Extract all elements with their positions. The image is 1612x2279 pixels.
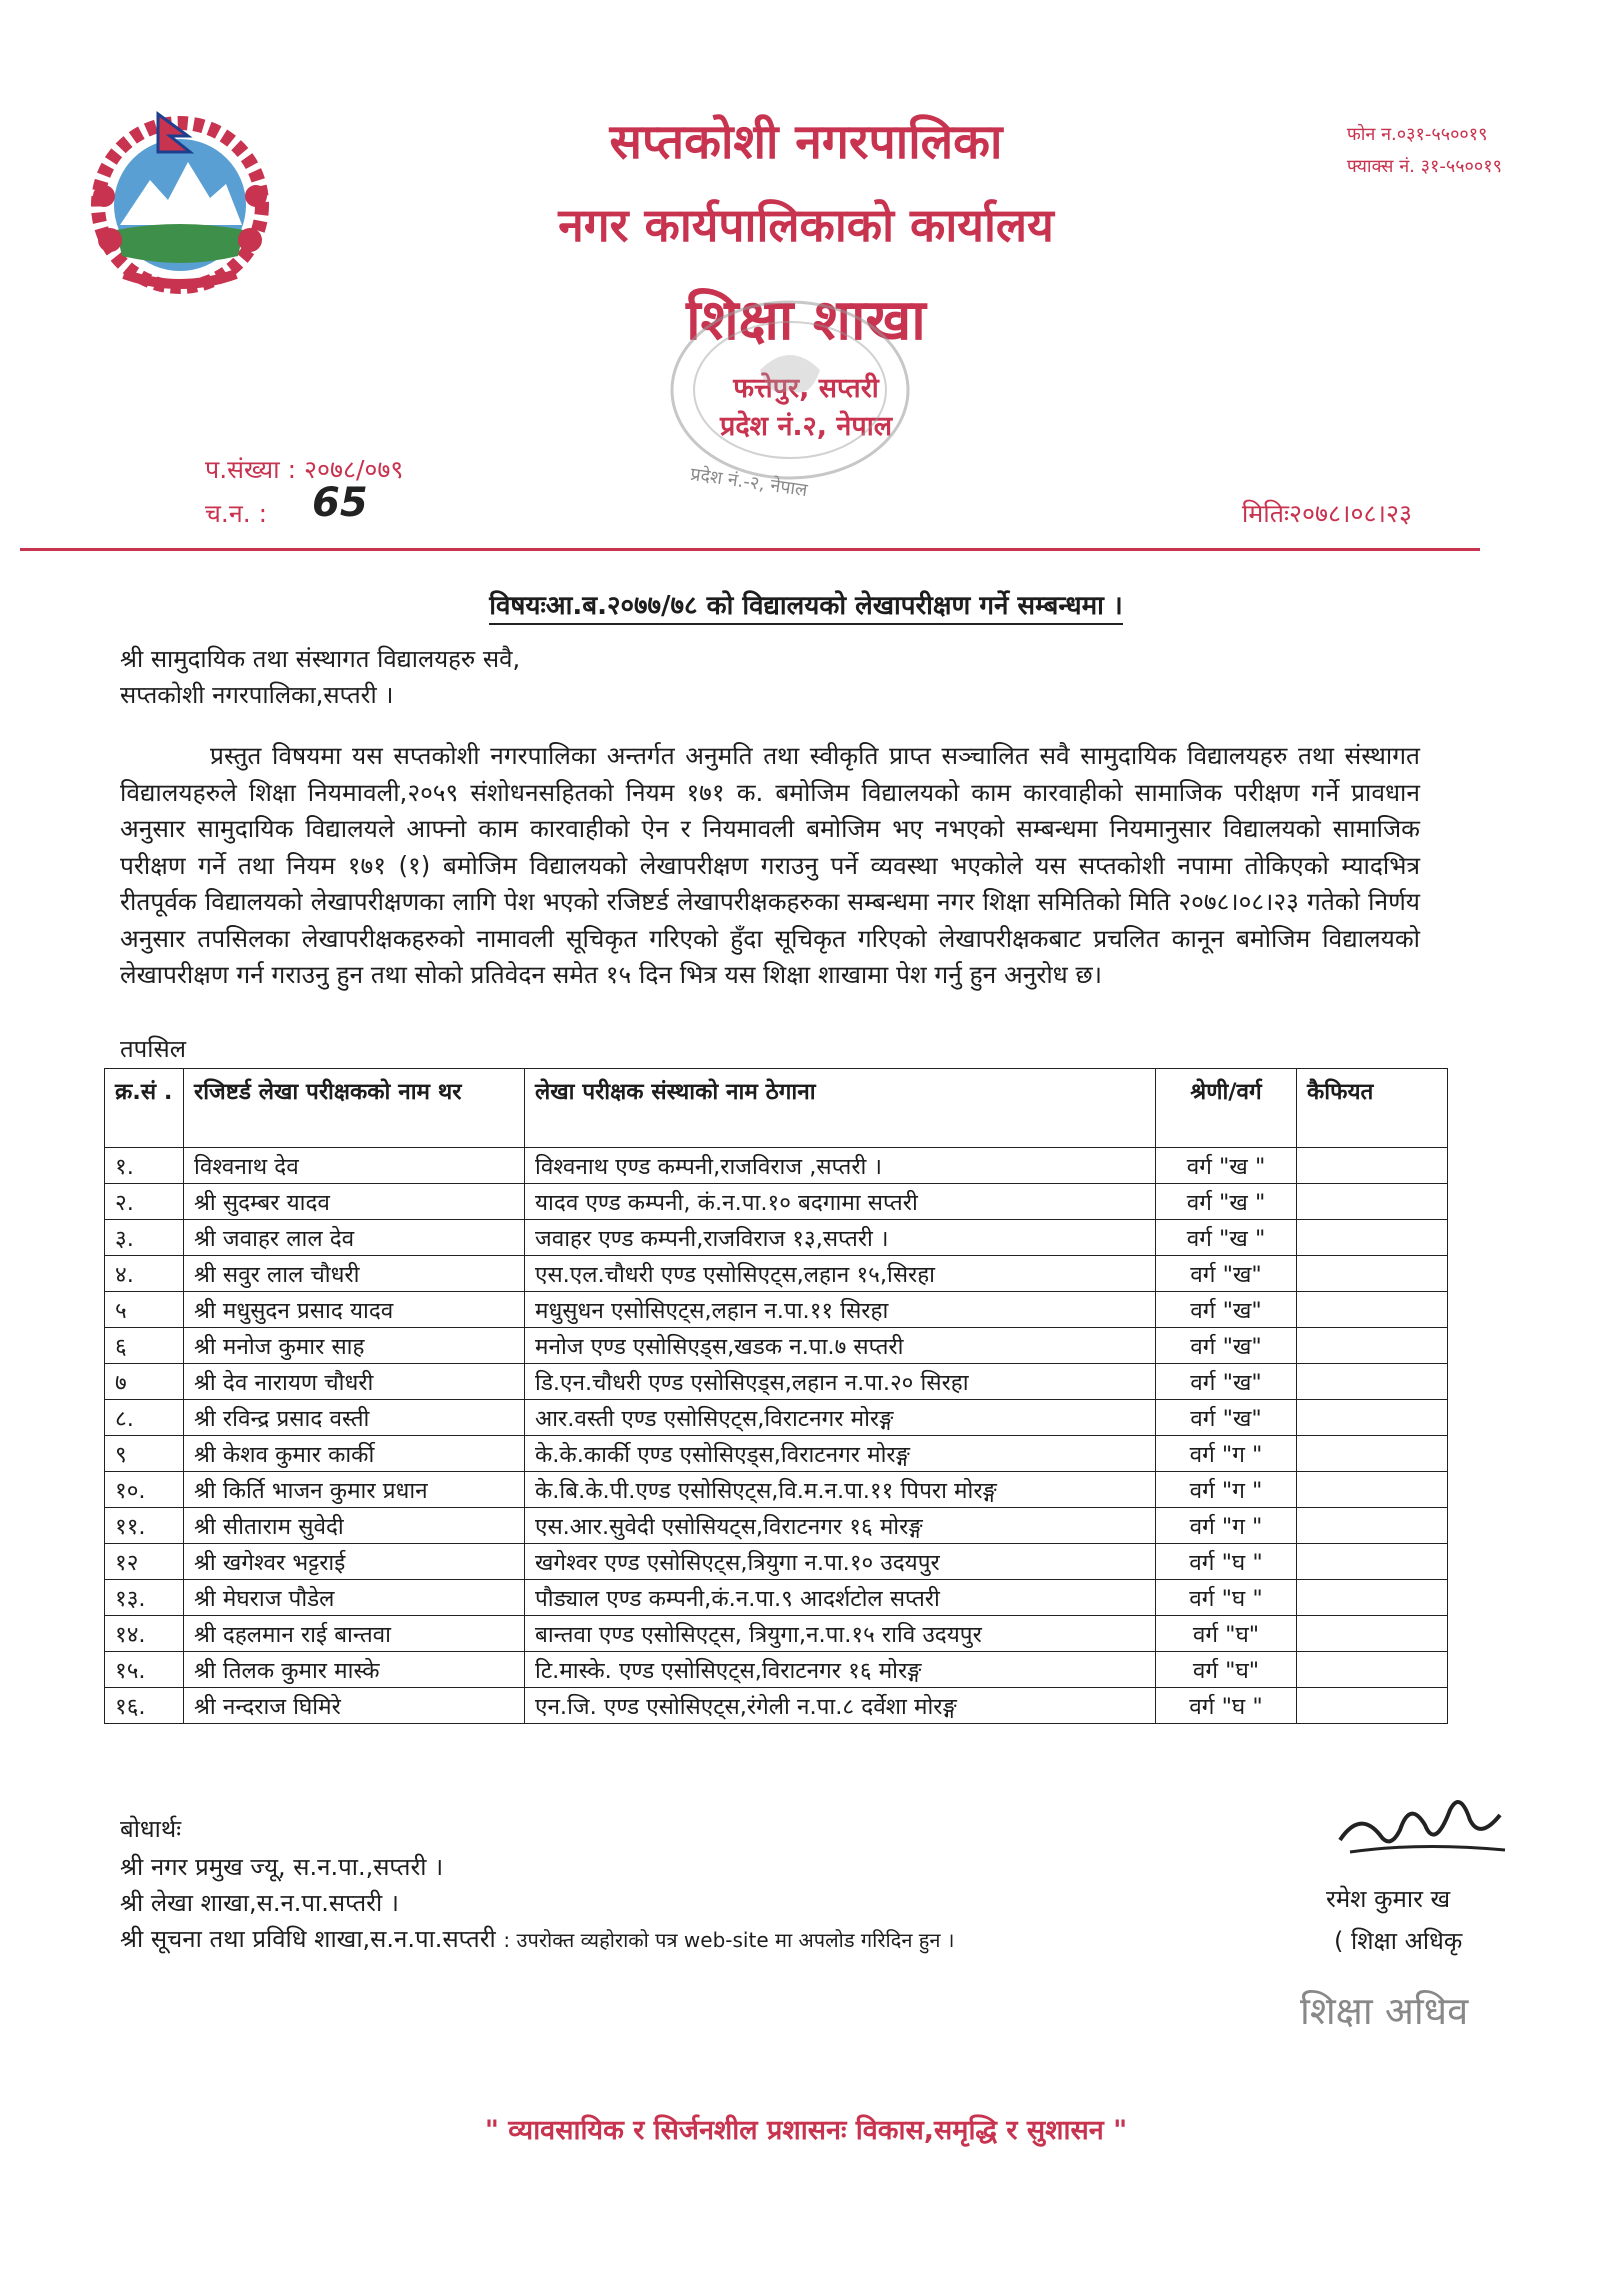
cell-remarks	[1297, 1472, 1448, 1508]
office-stamp-icon	[660, 290, 920, 490]
cell-serial: ८.	[105, 1400, 184, 1436]
contact-block	[1347, 122, 1502, 186]
cell-auditor-name: श्री रविन्द्र प्रसाद वस्ती	[184, 1400, 525, 1436]
table-row	[105, 1220, 1448, 1256]
table-row	[105, 1256, 1448, 1292]
cell-auditor-name: श्री मधुसुदन प्रसाद यादव	[184, 1292, 525, 1328]
cell-auditor-name: श्री खगेश्वर भट्टराई	[184, 1544, 525, 1580]
table-row	[105, 1616, 1448, 1652]
cell-remarks	[1297, 1652, 1448, 1688]
table-row	[105, 1148, 1448, 1184]
cell-serial: १०.	[105, 1472, 184, 1508]
letter-body	[120, 738, 1420, 994]
table-row	[105, 1544, 1448, 1580]
cell-serial: ३.	[105, 1220, 184, 1256]
addressee-line-2: सप्तकोशी नगरपालिका,सप्तरी ।	[120, 681, 394, 709]
cell-class: वर्ग "ग "	[1156, 1472, 1297, 1508]
cell-class: वर्ग "ख "	[1156, 1148, 1297, 1184]
signatory-seal: शिक्षा अधिव	[1300, 1989, 1469, 2033]
cell-auditor-name: श्री सुदम्बर यादव	[184, 1184, 525, 1220]
cell-serial: १४.	[105, 1616, 184, 1652]
cell-firm-address: मधुसुधन एसोसिएट्स,लहान न.पा.११ सिरहा	[525, 1292, 1156, 1328]
cc-heading: बोधार्थः	[120, 1815, 182, 1843]
cell-firm-address: के.के.कार्की एण्ड एसोसिएड्स,विराटनगर मोरङ्ग	[525, 1436, 1156, 1472]
cell-auditor-name: श्री तिलक कुमार मास्के	[184, 1652, 525, 1688]
cell-remarks	[1297, 1148, 1448, 1184]
cell-serial: २.	[105, 1184, 184, 1220]
cell-serial: १.	[105, 1148, 184, 1184]
cell-auditor-name: श्री जवाहर लाल देव	[184, 1220, 525, 1256]
reference-number: प.संख्या : २०७८/०७९	[205, 455, 404, 484]
table-row	[105, 1472, 1448, 1508]
signature-icon	[1330, 1780, 1510, 1870]
cell-firm-address: टि.मास्के. एण्ड एसोसिएट्स,विराटनगर १६ मोरङ्ग	[525, 1652, 1156, 1688]
cell-auditor-name: श्री नन्दराज घिमिरे	[184, 1688, 525, 1724]
table-row	[105, 1292, 1448, 1328]
cell-serial: ९	[105, 1436, 184, 1472]
cell-class: वर्ग "घ "	[1156, 1544, 1297, 1580]
cell-auditor-name: श्री किर्ति भाजन कुमार प्रधान	[184, 1472, 525, 1508]
stamp-text: प्रदेश नं.-२, नेपाल	[689, 463, 809, 502]
cell-class: वर्ग "घ"	[1156, 1616, 1297, 1652]
cell-class: वर्ग "ग "	[1156, 1436, 1297, 1472]
cell-class: वर्ग "घ "	[1156, 1688, 1297, 1724]
cell-auditor-name: श्री दहलमान राई बान्तवा	[184, 1616, 525, 1652]
cc-item-accounts: श्री लेखा शाखा,स.न.पा.सप्तरी ।	[120, 1889, 399, 1917]
cell-auditor-name: श्री देव नारायण चौधरी	[184, 1364, 525, 1400]
cell-serial: ७	[105, 1364, 184, 1400]
cell-auditor-name: विश्वनाथ देव	[184, 1148, 525, 1184]
cell-auditor-name: श्री सवुर लाल चौधरी	[184, 1256, 525, 1292]
header-class: श्रेणी/वर्ग	[1156, 1069, 1297, 1148]
cell-class: वर्ग "ख "	[1156, 1220, 1297, 1256]
cell-firm-address: विश्वनाथ एण्ड कम्पनी,राजविराज ,सप्तरी ।	[525, 1148, 1156, 1184]
header-divider	[20, 548, 1480, 551]
cell-class: वर्ग "ख "	[1156, 1184, 1297, 1220]
cell-firm-address: यादव एण्ड कम्पनी, कं.न.पा.१० बदगामा सप्तरी	[525, 1184, 1156, 1220]
cell-serial: १५.	[105, 1652, 184, 1688]
cell-remarks	[1297, 1688, 1448, 1724]
cell-firm-address: एस.एल.चौधरी एण्ड एसोसिएट्स,लहान १५,सिरहा	[525, 1256, 1156, 1292]
phone-number: फोन न.०३१-५५००१९	[1346, 124, 1488, 145]
cell-class: वर्ग "ख"	[1156, 1364, 1297, 1400]
cell-auditor-name: श्री सीताराम सुवेदी	[184, 1508, 525, 1544]
fax-number: फ्याक्स नं. ३१-५५००१९	[1346, 156, 1502, 177]
cell-class: वर्ग "ख"	[1156, 1256, 1297, 1292]
footer-motto: " व्यावसायिक र सिर्जनशील प्रशासनः विकास,समृद्धि र सुशासन "	[484, 2115, 1128, 2146]
cell-firm-address: पौड्याल एण्ड कम्पनी,कं.न.पा.९ आदर्शटोल सप्तरी	[525, 1580, 1156, 1616]
cc-item-mayor: श्री नगर प्रमुख ज्यू, स.न.पा.,सप्तरी ।	[120, 1853, 444, 1881]
cell-remarks	[1297, 1580, 1448, 1616]
cell-remarks	[1297, 1184, 1448, 1220]
cell-firm-address: खगेश्वर एण्ड एसोसिएट्स,त्रियुगा न.पा.१० उदयपुर	[525, 1544, 1156, 1580]
cell-firm-address: मनोज एण्ड एसोसिएड्स,खडक न.पा.७ सप्तरी	[525, 1328, 1156, 1364]
addressee-line-1: श्री सामुदायिक तथा संस्थागत विद्यालयहरु सवै,	[120, 645, 521, 673]
auditor-list-table	[104, 1068, 1448, 1724]
cell-serial: ११.	[105, 1508, 184, 1544]
cell-remarks	[1297, 1616, 1448, 1652]
signatory-name: रमेश कुमार ख	[1326, 1885, 1451, 1913]
section-title: शिक्षा शाखा	[686, 288, 926, 353]
cell-class: वर्ग "घ"	[1156, 1652, 1297, 1688]
address-line-2: प्रदेश नं.२, नेपाल	[719, 411, 893, 442]
office-subtitle: नगर कार्यपालिकाको कार्यालय	[558, 198, 1054, 252]
cell-remarks	[1297, 1292, 1448, 1328]
cell-serial: ४.	[105, 1256, 184, 1292]
chalan-number: 65	[312, 480, 368, 526]
chalan-label: च.न. :	[205, 499, 268, 528]
cell-serial: १६.	[105, 1688, 184, 1724]
table-row	[105, 1184, 1448, 1220]
table-row	[105, 1580, 1448, 1616]
header-remarks: कैफियत	[1297, 1069, 1448, 1148]
table-row	[105, 1688, 1448, 1724]
header-firm-address: लेखा परीक्षक संस्थाको नाम ठेगाना	[525, 1069, 1156, 1148]
header-serial: क्र.सं .	[105, 1069, 184, 1148]
cell-auditor-name: श्री मनोज कुमार साह	[184, 1328, 525, 1364]
cell-remarks	[1297, 1508, 1448, 1544]
cc-item-it-section	[120, 1922, 954, 1955]
signatory-role: ( शिक्षा अधिकृ	[1334, 1927, 1463, 1955]
subject-text: विषयःआ.ब.२०७७/७८ को विद्यालयको लेखापरीक्षण गर्ने सम्बन्धमा ।	[489, 591, 1123, 625]
cell-remarks	[1297, 1256, 1448, 1292]
subject-line	[0, 586, 1612, 622]
cell-firm-address: एस.आर.सुवेदी एसोसियट्स,विराटनगर १६ मोरङ्ग	[525, 1508, 1156, 1544]
header-auditor-name: रजिष्टर्ड लेखा परीक्षकको नाम थर	[184, 1069, 525, 1148]
table-row	[105, 1436, 1448, 1472]
table-row	[105, 1364, 1448, 1400]
cell-auditor-name: श्री केशव कुमार कार्की	[184, 1436, 525, 1472]
cell-class: वर्ग "घ "	[1156, 1580, 1297, 1616]
cell-class: वर्ग "ग "	[1156, 1508, 1297, 1544]
address-line-1: फत्तेपुर, सप्तरी	[733, 373, 879, 404]
cell-firm-address: आर.वस्ती एण्ड एसोसिएट्स,विराटनगर मोरङ्ग	[525, 1400, 1156, 1436]
cell-serial: १२	[105, 1544, 184, 1580]
cell-remarks	[1297, 1400, 1448, 1436]
body-paragraph: प्रस्तुत विषयमा यस सप्तकोशी नगरपालिका अन्तर्गत अनुमति तथा स्वीकृति प्राप्त सञ्चालित सवै सामुदायिक विद्यालयहरु तथा संस्थागत विद्यालयहरुले शिक्षा नियमावली,२०५९ संशोधनसहितको नियम १७१ क. बमोजिम विद्यालयको काम कारवाहीको सामाजिक परीक्षण गर्ने प्रावधान अनुसार सामुदायिक विद्यालयले आफ्नो काम कारवाहीको ऐन र नियमावली बमोजिम भए नभएको सम्बन्धमा नियमानुसार विद्यालयको सामाजिक परीक्षण गर्ने तथा नियम १७१ (१) बमोजिम विद्यालयको लेखापरीक्षण गराउनु पर्ने व्यवस्था भएकोले यस सप्तकोशी नपामा तोकिएको म्यादभित्र रीतपूर्वक विद्यालयको लेखापरीक्षणका लागि पेश भएको रजिष्टर्ड लेखापरीक्षकहरुका सम्बन्धमा नगर शिक्षा समितिको मिति २०७८।०८।२३ गतेको निर्णय अनुसार तपसिलका लेखापरीक्षकहरुको नामावली सूचिकृत गरिएको हुँदा सूचिकृत गरिएको लेखापरीक्षकबाट प्रचलित कानून बमोजिम विद्यालयको लेखापरीक्षण गर्न गराउनु हुन तथा सोको प्रतिवेदन समेत १५ दिन भित्र यस शिक्षा शाखामा पेश गर्नु हुन अनुरोध छ।	[120, 741, 1420, 989]
letter-date: मितिः२०७८।०८।२३	[1241, 499, 1412, 528]
office-title: सप्तकोशी नगरपालिका	[609, 114, 1003, 170]
cell-auditor-name: श्री मेघराज पौडेल	[184, 1580, 525, 1616]
tapsil-label: तपसिल	[120, 1035, 187, 1063]
cc-upload-note: : उपरोक्त व्यहोराको पत्र web-site मा अपलोड गरिदिन हुन ।	[503, 1928, 955, 1952]
cell-remarks	[1297, 1328, 1448, 1364]
table-row	[105, 1652, 1448, 1688]
cell-firm-address: बान्तवा एण्ड एसोसिएट्स, त्रियुगा,न.पा.१५ रावि उदयपुर	[525, 1616, 1156, 1652]
cell-remarks	[1297, 1220, 1448, 1256]
cc-item-it-label: श्री सूचना तथा प्रविधि शाखा,स.न.पा.सप्तरी	[120, 1925, 496, 1953]
cell-firm-address: के.बि.के.पी.एण्ड एसोसिएट्स,वि.म.न.पा.११ पिपरा मोरङ्ग	[525, 1472, 1156, 1508]
cell-class: वर्ग "ख"	[1156, 1328, 1297, 1364]
table-row	[105, 1508, 1448, 1544]
cell-serial: ६	[105, 1328, 184, 1364]
table-header-row	[105, 1069, 1448, 1148]
table-body	[105, 1148, 1448, 1724]
cell-firm-address: डि.एन.चौधरी एण्ड एसोसिएड्स,लहान न.पा.२० सिरहा	[525, 1364, 1156, 1400]
cell-class: वर्ग "ख"	[1156, 1292, 1297, 1328]
cell-serial: १३.	[105, 1580, 184, 1616]
table-row	[105, 1400, 1448, 1436]
cell-remarks	[1297, 1544, 1448, 1580]
cell-class: वर्ग "ख"	[1156, 1400, 1297, 1436]
cell-firm-address: जवाहर एण्ड कम्पनी,राजविराज १३,सप्तरी ।	[525, 1220, 1156, 1256]
cell-remarks	[1297, 1436, 1448, 1472]
cell-serial: ५	[105, 1292, 184, 1328]
table-row	[105, 1328, 1448, 1364]
cell-firm-address: एन.जि. एण्ड एसोसिएट्स,रंगेली न.पा.८ दर्वेशा मोरङ्ग	[525, 1688, 1156, 1724]
cell-remarks	[1297, 1364, 1448, 1400]
